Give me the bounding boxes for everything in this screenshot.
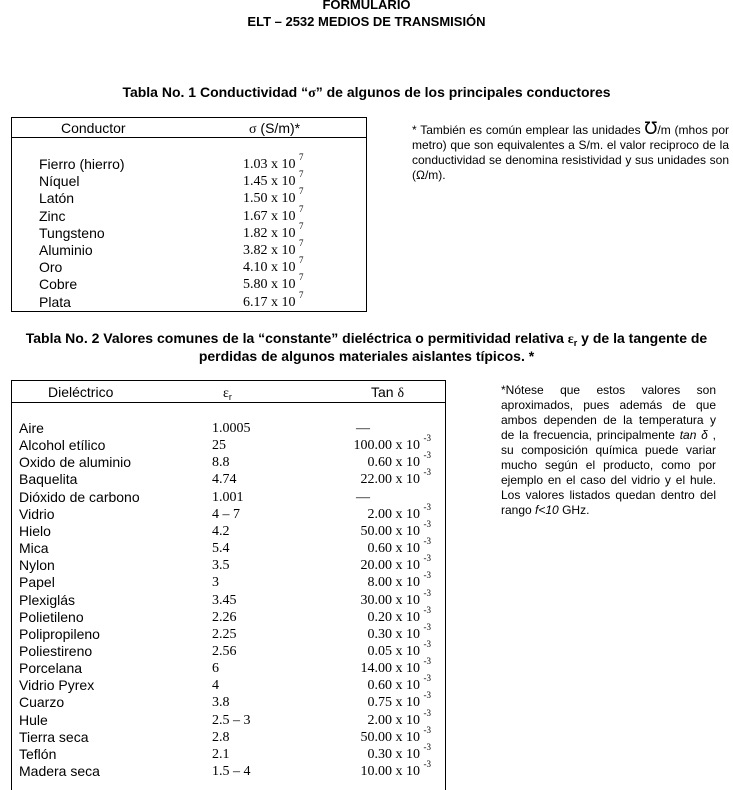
permittivity-value: 3.8 (212, 695, 230, 711)
permittivity-value: 6 (212, 661, 219, 677)
loss-tangent-value: 0.60 x 10 $^{-3}$ (367, 536, 431, 557)
loss-tangent-value: 0.20 x 10 $^{-3}$ (367, 604, 431, 625)
dielectric-row (12, 553, 445, 574)
dielectric-row (12, 467, 445, 488)
conductor-name: Zinc (39, 207, 66, 224)
dielectric-row (12, 570, 445, 591)
table2-footnote: *Nótese que estos valores son aproximados, pues además de que ambos dependen de la temperatura y de la frecuencia, principalmente tan δ , su composición química puede variar mucho según el producto, como por ejemplo en el caso del vidrio y el hule. Los valores listados quedan dentro del rango f<10 GHz. (501, 383, 717, 517)
dielectric-row (12, 656, 445, 677)
conductivity-value: 1.67 x 10 $^7$ (243, 203, 304, 224)
conductor-name: Fierro (hierro) (39, 156, 125, 172)
material-name: Mica (19, 540, 49, 557)
permittivity-value: 4 (212, 678, 219, 694)
conductivity-value: 4.10 x 10 $^7$ (243, 255, 304, 276)
loss-tangent-value: 0.60 x 10 $^{-3}$ (367, 673, 431, 694)
permittivity-value: 2.1 (212, 746, 230, 762)
loss-tangent-value: 22.00 x 10 $^{-3}$ (360, 467, 431, 488)
material-name: Polipropileno (19, 625, 100, 642)
loss-tangent-value: 0.30 x 10 $^{-3}$ (367, 621, 431, 642)
dielectric-row (12, 420, 445, 437)
material-name: Oxido de aluminio (19, 454, 132, 471)
loss-tangent-value: 100.00 x 10 $^{-3}$ (353, 433, 431, 454)
conductivity-value: 6.17 x 10 $^7$ (243, 289, 304, 310)
conductor-row (12, 220, 366, 242)
conductor-name: Plata (39, 293, 71, 310)
conductor-row (12, 238, 366, 259)
material-name: Plexiglás (19, 591, 76, 608)
permittivity-value: 8.8 (212, 455, 230, 471)
loss-tangent-value: 20.00 x 10 $^{-3}$ (360, 553, 431, 574)
material-name: Vidrio (19, 505, 55, 522)
conductor-name: Cobre (39, 276, 78, 293)
table2-col-eps: $\varepsilon_r$ (223, 386, 232, 402)
loss-tangent-value: 0.30 x 10 $^{-3}$ (367, 741, 431, 762)
dielectric-row (12, 724, 445, 746)
table1-col-conductor: Conductor (61, 120, 126, 136)
dielectric-row (12, 536, 445, 557)
permittivity-value: 3.45 (212, 592, 237, 608)
loss-tangent-value: 2.00 x 10 $^{-3}$ (367, 501, 431, 522)
material-name: Alcohol etílico (19, 437, 106, 454)
loss-tangent-value: 50.00 x 10 $^{-3}$ (360, 724, 431, 745)
table2-col-dielectric: Dieléctrico (48, 384, 114, 400)
dielectric-row (12, 501, 445, 523)
loss-tangent-value: 8.00 x 10 $^{-3}$ (367, 570, 431, 591)
conductivity-value: 1.82 x 10 $^7$ (243, 220, 304, 241)
loss-tangent-value: 0.60 x 10 $^{-3}$ (367, 450, 431, 471)
permittivity-value: 3.5 (212, 558, 230, 574)
material-name: Hielo (19, 522, 51, 539)
conductor-row (12, 203, 366, 225)
loss-tangent-value: 10.00 x 10 $^{-3}$ (360, 759, 431, 779)
conductivity-value: 3.82 x 10 $^7$ (243, 238, 304, 258)
permittivity-value: 2.5 – 3 (212, 712, 251, 728)
conductor-name: Níquel (39, 173, 80, 190)
dielectric-row (12, 518, 445, 540)
permittivity-value: 2.8 (212, 729, 230, 745)
conductor-name: Latón (39, 190, 75, 207)
dielectric-row (12, 604, 445, 626)
material-name: Madera seca (19, 763, 100, 779)
permittivity-value: 4.2 (212, 523, 230, 539)
loss-tangent-value: 50.00 x 10 $^{-3}$ (360, 518, 431, 539)
conductor-row (12, 255, 366, 276)
dielectric-row (12, 673, 445, 694)
conductor-row (12, 152, 366, 173)
table1-caption: Tabla No. 1 Conductividad “σ” de algunos de los principales conductores (122, 84, 611, 101)
conductivity-value: 1.50 x 10 $^7$ (243, 186, 304, 207)
table1-footnote: * También es común emplear las unidades ℧/m (mhos por metro) que son equivalentes a S/m. el valor reciproco de la conductividad se denomina resistividad y sus unidades son (Ω/m). (412, 119, 729, 182)
table2-caption: Tabla No. 2 Valores comunes de la “constante” dieléctrica o permitividad relativa $\varepsilon_r$ y de la tangente de perdidas de algunos materiales aislantes típicos. * (25, 330, 708, 364)
material-name: Porcelana (19, 660, 83, 677)
loss-tangent-value: — (356, 421, 370, 436)
loss-tangent-value: 2.00 x 10 $^{-3}$ (367, 707, 431, 728)
dielectric-row (12, 638, 445, 660)
permittivity-value: 2.26 (212, 609, 237, 625)
permittivity-value: 2.56 (212, 643, 237, 659)
dielectric-row (12, 433, 445, 454)
material-name: Teflón (19, 745, 57, 762)
sigma-symbol: σ (308, 86, 316, 101)
dielectric-row (12, 707, 445, 729)
material-name: Dióxido de carbono (19, 488, 140, 505)
course-subtitle: ELT – 2532 MEDIOS DE TRANSMISIÓN (247, 14, 486, 29)
dielectric-row (12, 741, 445, 763)
conductor-row (12, 272, 366, 293)
material-name: Cuarzo (19, 694, 65, 711)
material-name: Vidrio Pyrex (19, 677, 95, 694)
conductor-name: Tungsteno (39, 224, 105, 241)
permittivity-value: 4 – 7 (212, 506, 240, 522)
permittivity-value: 4.74 (212, 472, 237, 488)
permittivity-value: 5.4 (212, 541, 230, 557)
permittivity-value: 1.0005 (212, 421, 251, 436)
permittivity-value: 2.25 (212, 626, 237, 642)
material-name: Tierra seca (19, 728, 89, 745)
material-name: Baquelita (19, 471, 78, 488)
conductor-row (12, 289, 366, 311)
conductivity-value: 5.80 x 10 $^7$ (243, 272, 304, 293)
mho-symbol: ℧ (644, 119, 658, 138)
document-title: FORMULARIO (322, 0, 411, 12)
permittivity-value: 3 (212, 575, 219, 591)
conductivity-table (11, 117, 367, 312)
conductor-row (12, 186, 366, 207)
dielectric-row (12, 621, 445, 643)
conductivity-value: 1.03 x 10 $^7$ (243, 152, 304, 172)
loss-tangent-value: 0.05 x 10 $^{-3}$ (367, 638, 431, 659)
material-name: Aire (19, 420, 44, 436)
loss-tangent-value: 30.00 x 10 $^{-3}$ (360, 587, 431, 608)
material-name: Papel (19, 574, 55, 591)
table1-col-sigma: σ (S/m)* (249, 120, 301, 137)
permittivity-value: 25 (212, 438, 226, 454)
conductor-name: Oro (39, 259, 63, 276)
loss-tangent-value: 0.75 x 10 $^{-3}$ (367, 690, 431, 711)
dielectric-row (12, 690, 445, 711)
dielectric-row (12, 759, 445, 780)
permittivity-value: 1.001 (212, 489, 244, 505)
loss-tangent-value: — (356, 489, 370, 505)
dielectric-row (12, 489, 445, 506)
material-name: Polietileno (19, 608, 84, 625)
material-name: Hule (19, 711, 48, 728)
conductivity-value: 1.45 x 10 $^7$ (243, 169, 304, 190)
material-name: Poliestireno (19, 642, 93, 659)
conductor-row (12, 169, 366, 190)
loss-tangent-value: 14.00 x 10 $^{-3}$ (360, 656, 431, 677)
permittivity-value: 1.5 – 4 (212, 764, 251, 779)
dielectric-row (12, 450, 445, 471)
material-name: Nylon (19, 557, 55, 574)
table2-col-tan: Tan δ (371, 384, 405, 401)
dielectric-table (11, 380, 446, 790)
conductor-name: Aluminio (39, 242, 93, 258)
dielectric-row (12, 587, 445, 609)
